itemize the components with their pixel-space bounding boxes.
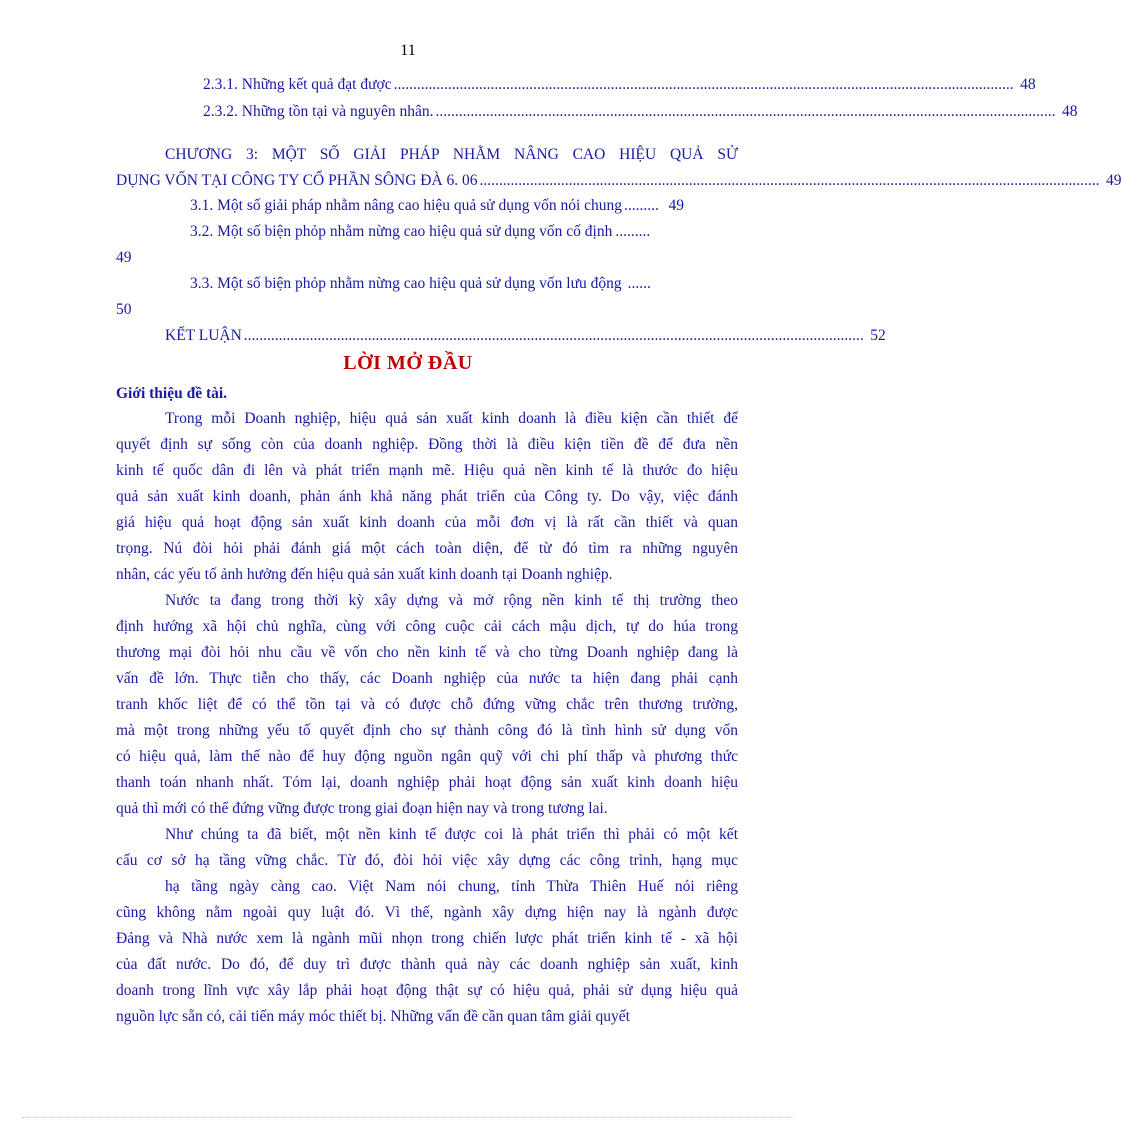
body-line: cấu cơ sở hạ tầng vững chắc. Từ đó, đòi hỏi việc xây dựng các công trình, hạng mục — [116, 852, 738, 869]
body-line: quả sản xuất kinh doanh, phản ánh khả năng phát triển của Công ty. Do vậy, việc đánh — [116, 488, 738, 505]
body-line: của đất nước. Do đó, để duy trì được thành quả này các doanh nghiệp sản xuất, kinh — [116, 956, 738, 973]
body-line: nguồn lực sẵn có, cải tiến máy móc thiết bị. Những vấn đề cần quan tâm giải quyết — [116, 1008, 630, 1025]
toc-chapter-3-line-1: CHƯƠNG 3: MỘT SỐ GIẢI PHÁP NHẰM NÂNG CAO HIỆU QUẢ SỬ — [165, 146, 738, 163]
body-line: thanh toán nhanh nhất. Tóm lại, doanh nghiệp phải hoạt động sản xuất kinh doanh hiệu — [116, 774, 738, 791]
toc-label: DỤNG VỐN TẠI CÔNG TY CỔ PHẦN SÔNG ĐÀ 6. 06 — [116, 172, 478, 189]
page-heading: LỜI MỞ ĐẦU — [343, 352, 473, 374]
toc-label: 2.3.2. Những tồn tại và nguyên nhân. — [203, 103, 434, 120]
body-line: Nước ta đang trong thời kỳ xây dựng và mở rộng nền kinh tế thị trường theo — [165, 592, 738, 609]
toc-entry-2-3-2 — [203, 102, 1078, 122]
toc-page-3-2: 49 — [116, 249, 132, 266]
toc-entry-3-1 — [190, 196, 738, 216]
toc-entry-3-2 — [190, 222, 738, 242]
body-line: Như chúng ta đã biết, một nền kinh tế được coi là phát triển thì phải có một kết — [165, 826, 738, 843]
body-line: cũng không nằm ngoài quy luật đó. Vì thế, ngành xây dựng hiện nay là ngành được — [116, 904, 738, 921]
body-line: trọng. Nú đòi hỏi phải đánh giá một cách toàn diện, để từ đó tìm ra những nguyên — [116, 540, 738, 557]
body-line: doanh trong lĩnh vực xây lắp phải hoạt động thật sự có hiệu quả, phải sử dụng hiệu quả — [116, 982, 738, 999]
body-line: quyết định sự sống còn của doanh nghiệp. Đồng thời là điều kiện tiền đề để đưa nền — [116, 436, 738, 453]
toc-label: 3.2. Một số biện phỏp nhằm nừng cao hiệu quả sử dụng vốn cố định — [190, 223, 613, 240]
body-line: giá hiệu quả hoạt động sản xuất kinh doanh của mỗi đơn vị là rất cần thiết và quan — [116, 514, 738, 531]
body-line: hạ tầng ngày càng cao. Việt Nam nói chung, tỉnh Thừa Thiên Huế nói riêng — [165, 878, 738, 895]
toc-label: 2.3.1. Những kết quả đạt được — [203, 76, 392, 93]
body-line: có hiệu quả, làm thế nào để huy động nguồn ngân quỹ với chi phí thấp và phương thức — [116, 748, 738, 765]
toc-page: 52 — [870, 327, 886, 344]
toc-label: KẾT LUẬN — [165, 327, 242, 344]
body-line: Đảng và Nhà nước xem là ngành mũi nhọn trong chiến lược phát triển kinh tế - xã hội — [116, 930, 738, 947]
toc-page-3-3: 50 — [116, 301, 132, 318]
body-line: nhân, các yếu tố ảnh hưởng đến hiệu quả sản xuất kinh doanh tại Doanh nghiệp. — [116, 566, 613, 583]
toc-leader: ................................................................................................................................................................ — [393, 76, 1014, 93]
toc-page: 49 — [1106, 172, 1122, 189]
page-bottom-border — [22, 1117, 794, 1118]
toc-page: 49 — [668, 197, 685, 214]
body-line: tranh khốc liệt để có thể tồn tại và có được chỗ đứng vững chắc trên thương trường, — [116, 696, 738, 713]
toc-leader: ................................................................................................................................................................ — [243, 327, 864, 344]
body-line: thương mại đòi hỏi nhu cầu về vốn cho nền kinh tế và cho từng Doanh nghiệp đang là — [116, 644, 738, 661]
body-line: quả thì mới có thể đứng vững được trong giai đoạn hiện nay và trong tương lai. — [116, 800, 608, 817]
body-line: Trong mỗi Doanh nghiệp, hiệu quả sản xuất kinh doanh là điều kiện cần thiết để — [165, 410, 738, 427]
toc-leader: ......... — [624, 197, 659, 214]
toc-leader: ................................................................................................................................................................ — [435, 103, 1056, 120]
body-line: vấn đề lớn. Thực tiễn cho thấy, các Doanh nghiệp của nước ta hiện đang phải cạnh — [116, 670, 738, 687]
toc-label: 3.3. Một số biện phỏp nhằm nừng cao hiệu quả sử dụng vốn lưu động — [190, 275, 622, 292]
section-title: Giới thiệu đề tài. — [116, 385, 228, 402]
toc-conclusion — [165, 326, 886, 346]
toc-page: 48 — [1020, 76, 1036, 93]
toc-entry-3-3 — [190, 274, 738, 294]
body-line: mà một trong những yếu tố quyết định cho sự thành công đó là tình hình sử dụng vốn — [116, 722, 738, 739]
toc-leader: ................................................................................................................................................................ — [479, 172, 1100, 189]
toc-leader: ......... — [615, 223, 651, 240]
toc-page: 48 — [1062, 103, 1078, 120]
body-line: định hướng xã hội chủ nghĩa, cùng với công cuộc cải cách mậu dịch, tự do húa trong — [116, 618, 738, 635]
toc-leader: ...... — [627, 275, 651, 292]
toc-chapter-3-line-2 — [116, 171, 1122, 191]
toc-label: 3.1. Một số giải pháp nhằm nâng cao hiệu quả sử dụng vốn nói chung — [190, 197, 623, 214]
body-line: kinh tế quốc dân đi lên và phát triển mạnh mẽ. Hiệu quả nền kinh tế là thước đo hiệu — [116, 462, 738, 479]
toc-entry-2-3-1 — [203, 75, 1036, 95]
page-number: 11 — [400, 42, 416, 59]
